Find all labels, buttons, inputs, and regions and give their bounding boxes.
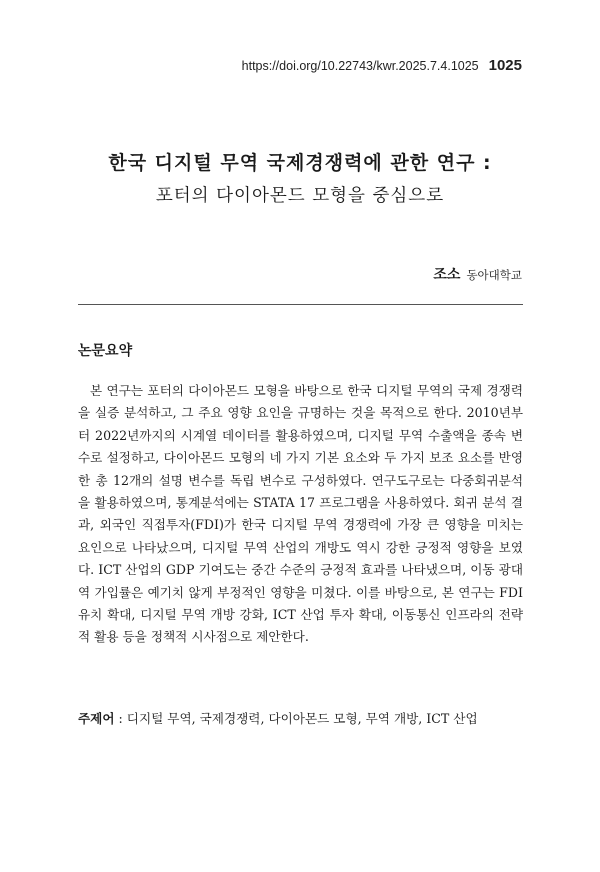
author-affiliation: 동아대학교 [466, 268, 522, 282]
title-main: 한국 디지털 무역 국제경쟁력에 관한 연구 : [108, 152, 492, 174]
keywords-separator: : [118, 711, 123, 726]
keywords-items: 디지털 무역, 국제경쟁력, 다이아몬드 모형, 무역 개방, ICT 산업 [126, 711, 478, 726]
keywords-label: 주제어 [78, 711, 115, 726]
abstract-heading: 논문요약 [78, 343, 133, 359]
title-subtitle: 포터의 다이아몬드 모형을 중심으로 [155, 186, 445, 206]
abstract-body: 본 연구는 포터의 다이아몬드 모형을 바탕으로 한국 디지털 무역의 국제 경쟁력을 실증 분석하고, 그 주요 영향 요인을 규명하는 것을 목적으로 한다. 2010년부터 2022년까지의 시계열 데이터를 활용하였으며, 디지털 무역 수출액을 종속 변수로 설정하고, 다이아몬드 모형의 네 가지 기본 요소와 두 가지 보조 요소를 반영한 총 12개의 설명 변수를 독립 변수로 구성하였다. 연구도구로는 다중회귀분석을 활용하였으며, 통계분석에는 STATA 17 프로그램을 사용하였다. 회귀 분석 결과, 외국인 직접투자(FDI)가 한국 디지털 무역 경쟁력에 가장 큰 영향을 미치는 요인으로 나타났으며, 디지털 무역 산업의 개방도 역시 강한 긍정적 영향을 보였다. ICT 산업의 GDP 기여도는 중간 수준의 긍정적 효과를 나타냈으며, 이동 광대역 가입률은 예기치 않게 부정적인 영향을 미쳤다. 이를 바탕으로, 본 연구는 FDI 유치 확대, 디지털 무역 개방 강화, ICT 산업 투자 확대, 이동통신 인프라의 전략적 활용 등을 정책적 시사점으로 제안한다. [78, 383, 523, 645]
author-block [433, 264, 522, 284]
author-name: 조소 [433, 267, 461, 283]
page-header [242, 57, 522, 74]
horizontal-divider [78, 304, 523, 305]
page-number: 1025 [488, 57, 522, 74]
doi-link[interactable]: https://doi.org/10.22743/kwr.2025.7.4.1025 [241, 59, 479, 73]
paper-title [60, 148, 540, 207]
keywords-line [78, 708, 523, 727]
